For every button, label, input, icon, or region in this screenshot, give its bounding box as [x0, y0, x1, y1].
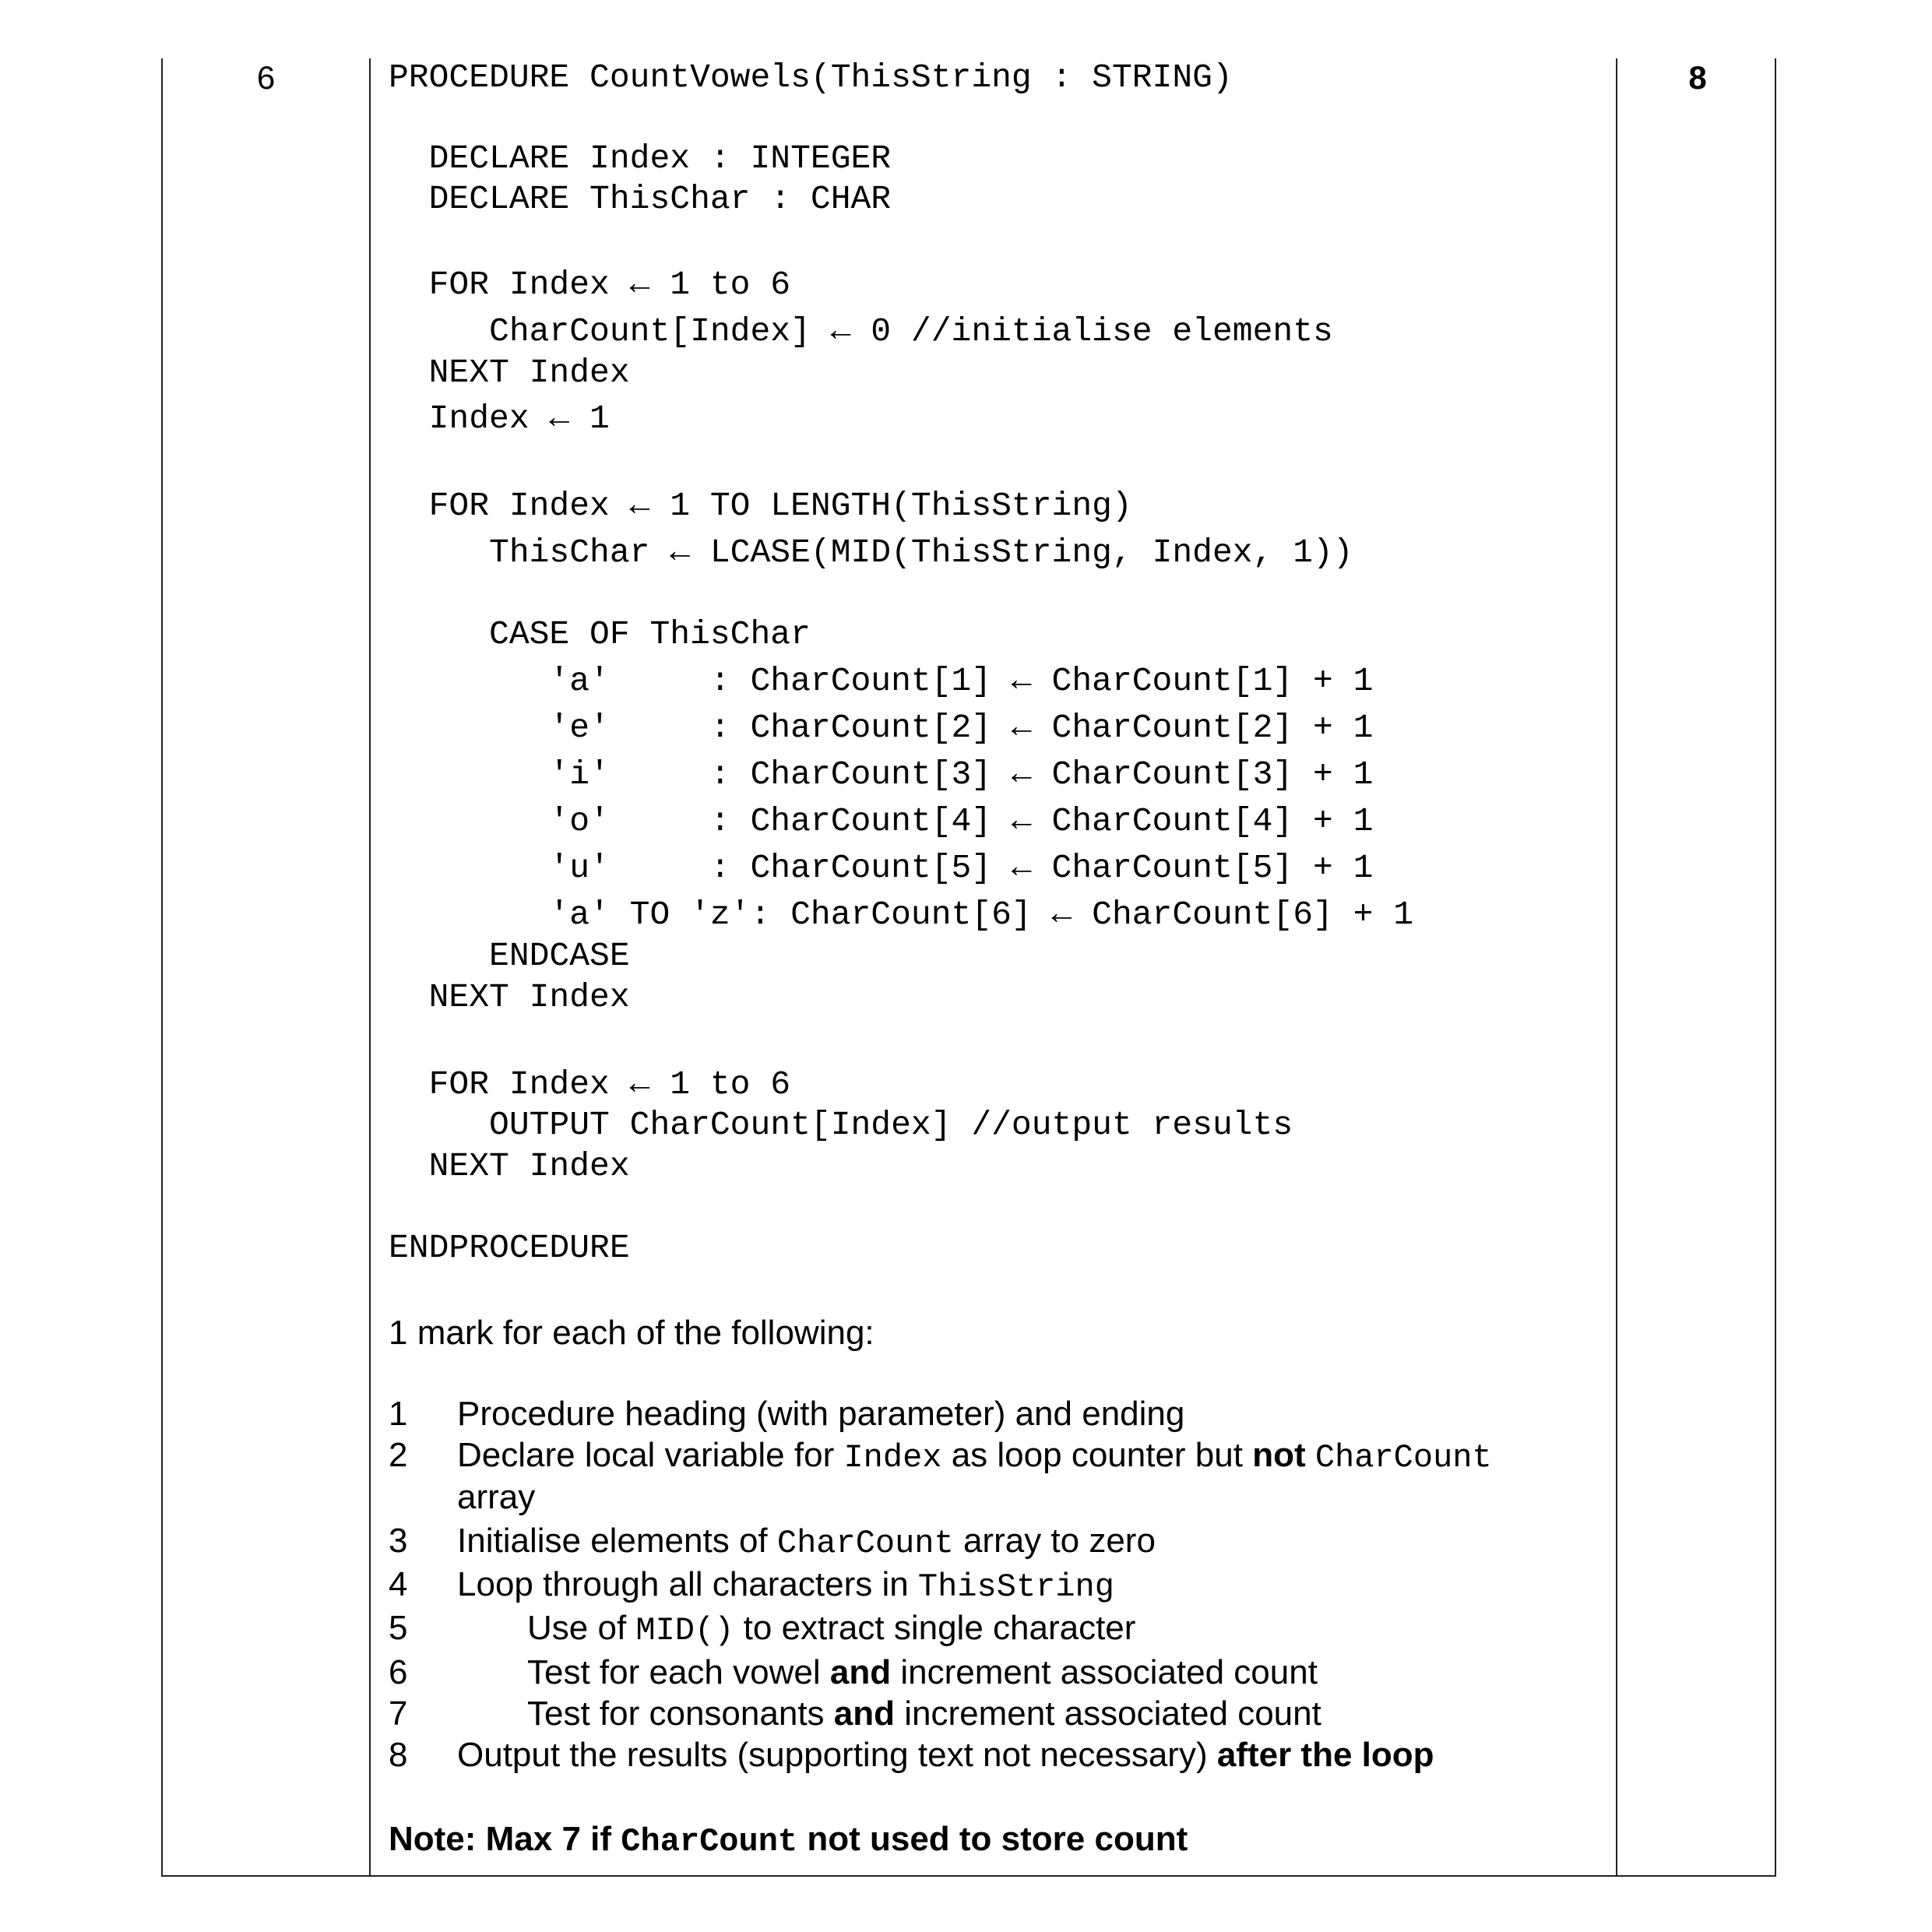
question-number: 6: [256, 59, 276, 96]
mark-scheme-table: [161, 58, 1776, 1877]
code-term: CharCount: [776, 1525, 954, 1562]
criterion-text-part: increment associated count: [891, 1653, 1318, 1691]
column-divider: [369, 58, 371, 1875]
code-line: OUTPUT CharCount[Index] //output results: [389, 1106, 1293, 1144]
code-line: 'a' : CharCount[1] ← CharCount[1] + 1: [389, 662, 1374, 700]
code-line: NEXT Index: [389, 978, 630, 1016]
code-line: CASE OF ThisChar: [389, 615, 811, 653]
code-term: Index: [843, 1439, 942, 1476]
criterion-number: 2: [389, 1436, 408, 1474]
code-line: Index ← 1: [389, 399, 610, 438]
criterion-text-part: Output the results (supporting text not necessary): [457, 1736, 1217, 1774]
criterion-text-part: Use of: [527, 1609, 636, 1647]
criterion-number: 5: [389, 1609, 408, 1647]
code-term: ThisString: [917, 1568, 1114, 1606]
column-divider: [1616, 58, 1617, 1875]
emphasis: after the loop: [1216, 1736, 1434, 1774]
criterion-text-part: increment associated count: [895, 1694, 1321, 1733]
criterion-text-part: to extract single character: [734, 1609, 1136, 1647]
mark-intro: 1 mark for each of the following:: [389, 1314, 875, 1352]
emphasis: and: [829, 1653, 892, 1691]
criterion-text: [457, 1435, 1492, 1478]
code-term: MID(): [635, 1612, 734, 1649]
code-line: FOR Index ← 1 to 6: [389, 266, 791, 304]
criterion-text-part: Loop through all characters in: [457, 1565, 918, 1603]
code-line: FOR Index ← 1 to 6: [389, 1065, 791, 1103]
code-line: 'a' TO 'z': CharCount[6] ← CharCount[6] + 1: [389, 896, 1414, 934]
emphasis: not: [1252, 1436, 1306, 1474]
criterion-text-part: Initialise elements of: [457, 1522, 777, 1560]
marks-value: 8: [1688, 59, 1707, 96]
pseudocode-block: [389, 58, 1603, 1273]
code-line: 'e' : CharCount[2] ← CharCount[2] + 1: [389, 709, 1374, 747]
criterion-text: array: [457, 1478, 536, 1516]
criterion-text-part: as loop counter but: [941, 1436, 1253, 1474]
code-line: DECLARE ThisChar : CHAR: [389, 180, 892, 218]
code-line: FOR Index ← 1 TO LENGTH(ThisString): [389, 487, 1132, 525]
criterion-text: [457, 1564, 1114, 1607]
emphasis: and: [833, 1694, 895, 1733]
criterion-text-part: Declare local variable for: [457, 1436, 844, 1474]
code-term: CharCount: [1314, 1439, 1492, 1476]
code-line: NEXT Index: [389, 354, 630, 392]
code-line: CharCount[Index] ← 0 //initialise elements: [389, 312, 1333, 350]
criterion-number: 6: [389, 1653, 408, 1691]
criterion-number: 8: [389, 1736, 408, 1774]
code-line: NEXT Index: [389, 1147, 630, 1185]
criterion-text-part: array to zero: [953, 1522, 1156, 1560]
code-line: 'i' : CharCount[3] ← CharCount[3] + 1: [389, 755, 1374, 794]
criterion-text: [527, 1608, 1135, 1651]
criterion-number: 7: [389, 1694, 408, 1733]
code-line: ENDPROCEDURE: [389, 1229, 630, 1267]
criterion-text-part: Test for consonants: [527, 1694, 834, 1733]
code-line: 'u' : CharCount[5] ← CharCount[5] + 1: [389, 849, 1374, 887]
criterion-text: [527, 1694, 1321, 1734]
criterion-text: [457, 1735, 1434, 1775]
code-line: 'o' : CharCount[4] ← CharCount[4] + 1: [389, 802, 1374, 840]
note-text: Note: Max 7 if: [389, 1820, 621, 1858]
criterion-text: Procedure heading (with parameter) and ending: [457, 1395, 1185, 1433]
criterion-text: [527, 1652, 1318, 1693]
note: [389, 1819, 1188, 1862]
answer-cell: [389, 58, 1603, 1860]
criterion-number: 3: [389, 1522, 408, 1560]
code-term: CharCount: [621, 1823, 798, 1860]
criterion-number: 4: [389, 1565, 408, 1603]
criterion-text: [457, 1521, 1156, 1564]
code-line: ThisChar ← LCASE(MID(ThisString, Index, 1)): [389, 533, 1353, 572]
code-line: ENDCASE: [389, 937, 630, 975]
criterion-text-part: Test for each vowel: [527, 1653, 830, 1691]
note-text: not used to store count: [797, 1820, 1188, 1858]
code-line: DECLARE Index : INTEGER: [389, 139, 892, 178]
code-line: PROCEDURE CountVowels(ThisString : STRING): [389, 58, 1233, 97]
criterion-number: 1: [389, 1395, 408, 1433]
